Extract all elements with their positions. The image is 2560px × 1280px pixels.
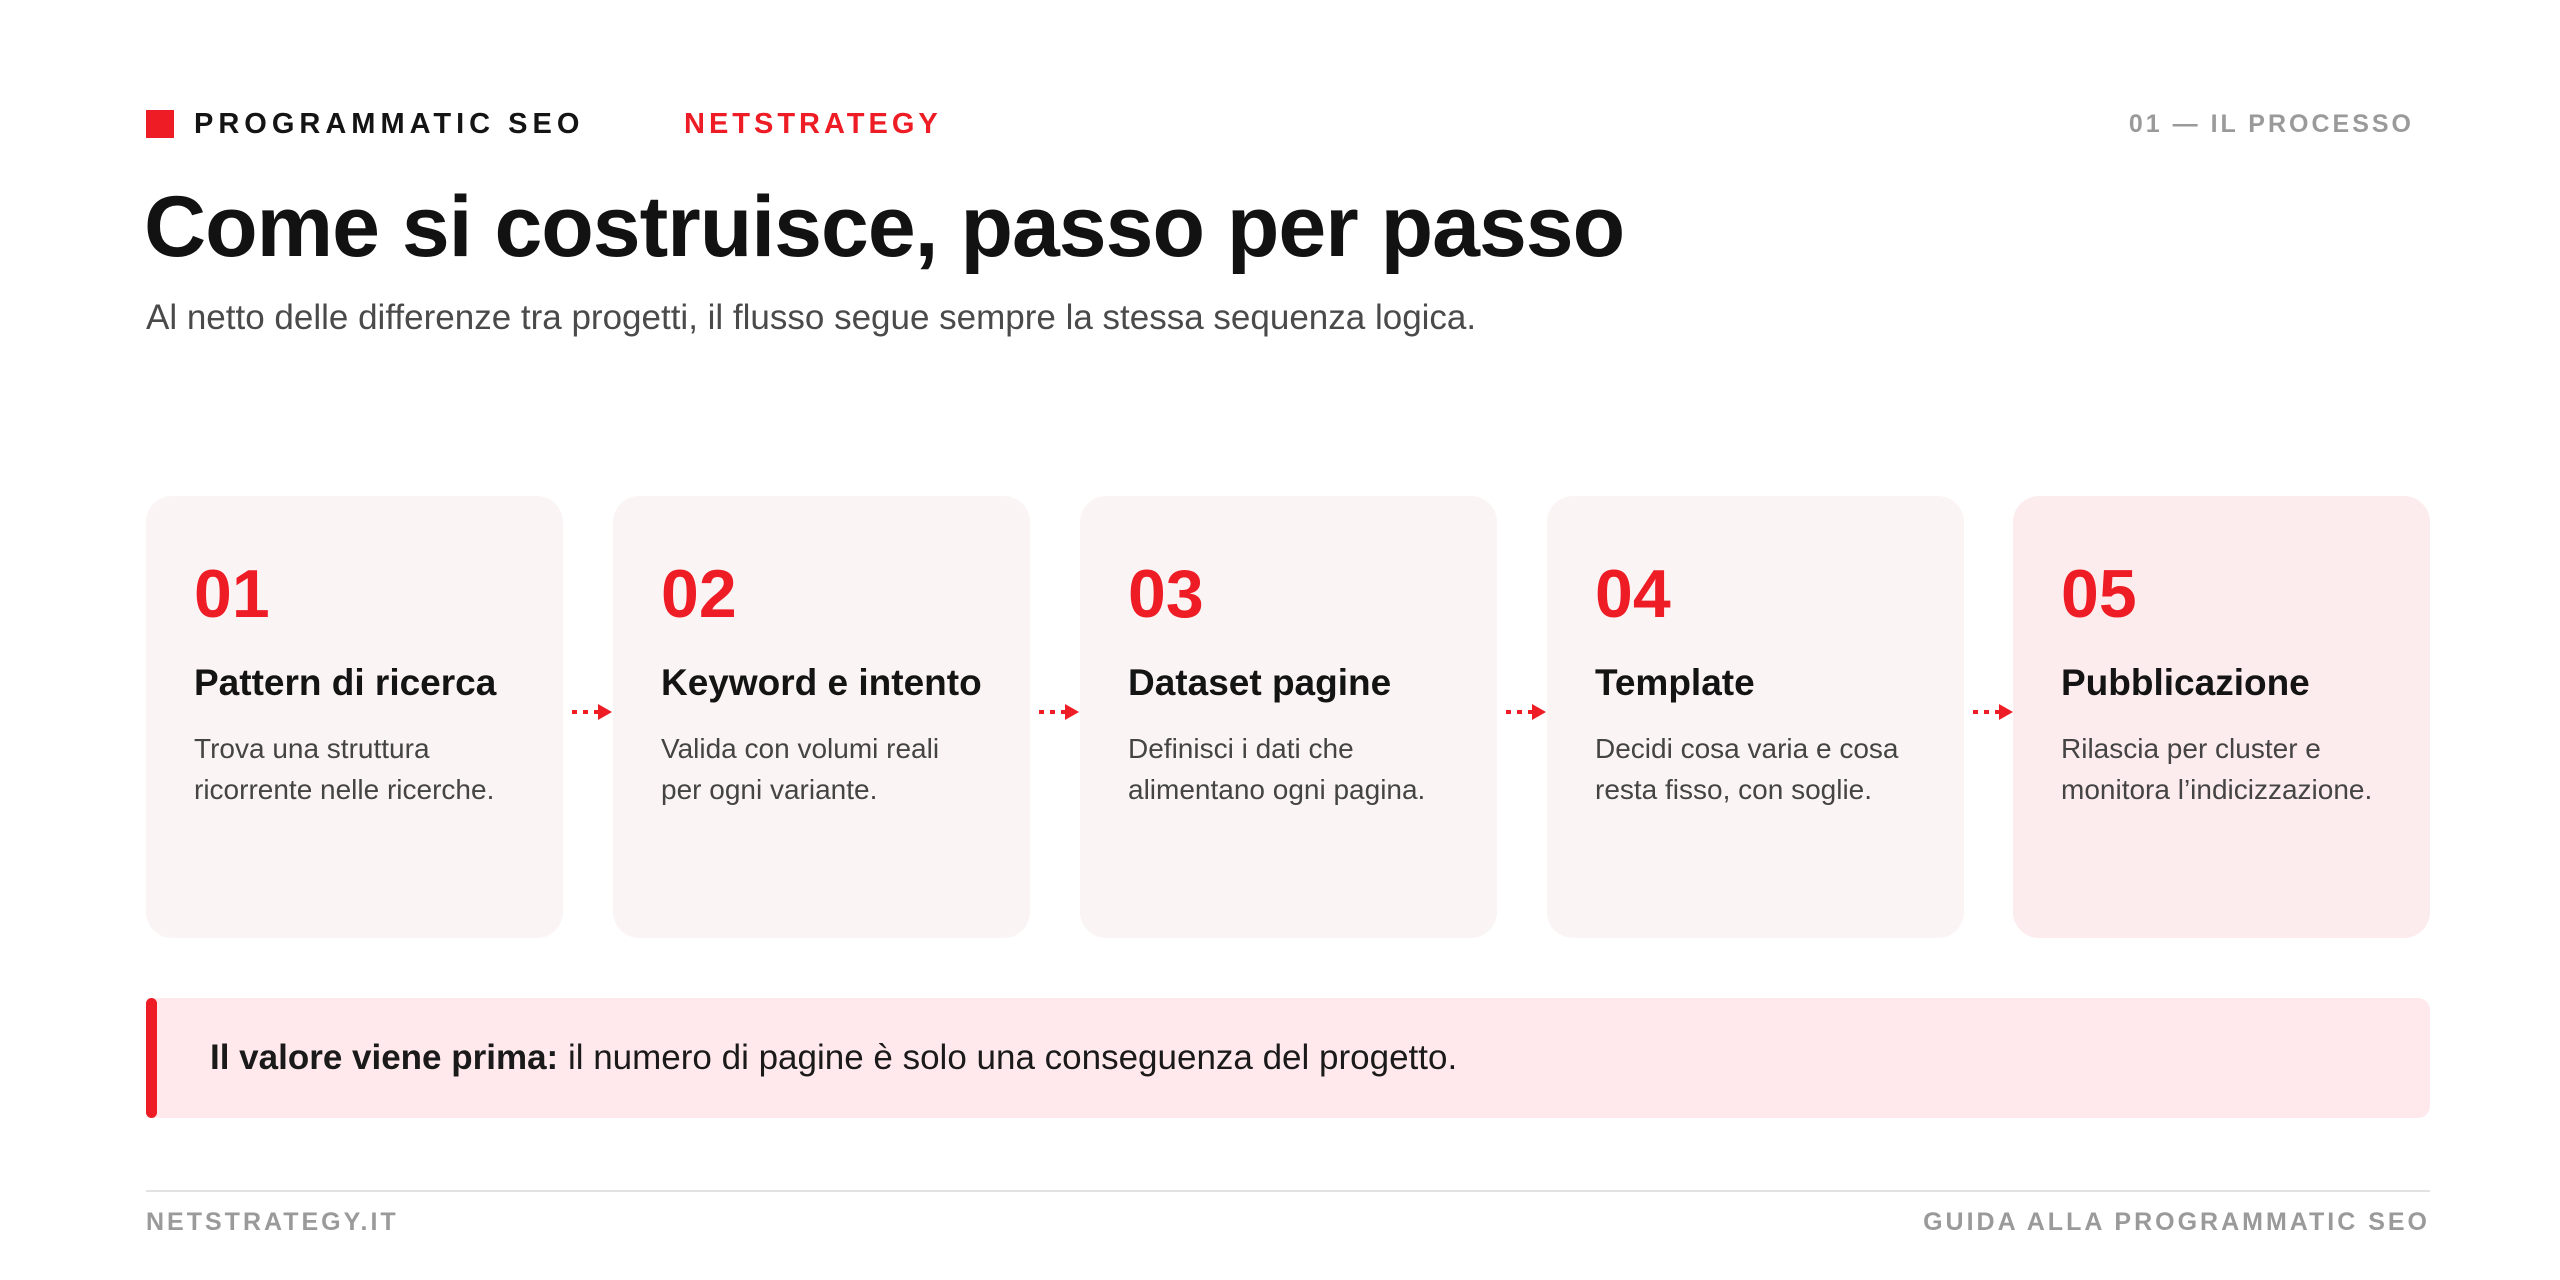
company-label: NETSTRATEGY: [684, 108, 942, 140]
step-title: Pubblicazione: [2061, 662, 2310, 703]
step-description-line: Trova una struttura: [194, 733, 430, 764]
dashed-arrow-right-icon: [1037, 700, 1081, 724]
step-card-2: [613, 496, 1030, 938]
step-title: Dataset pagine: [1128, 662, 1392, 703]
step-description-line: Decidi cosa varia e cosa: [1595, 733, 1899, 764]
step-description-line: monitora l’indicizzazione.: [2061, 774, 2373, 805]
step-number: 03: [1128, 556, 1204, 632]
footer-divider: [146, 1190, 2430, 1192]
step-description-line: ricorrente nelle ricerche.: [194, 774, 495, 805]
step-number: 04: [1595, 556, 1671, 632]
step-description-line: resta fisso, con soglie.: [1595, 774, 1873, 805]
step-number: 01: [194, 556, 270, 632]
page-title: Come si costruisce, passo per passo: [144, 179, 1625, 275]
step-card-4: [1547, 496, 1964, 938]
step-title: Template: [1595, 662, 1755, 703]
step-card-1: [146, 496, 563, 938]
footer-website: NETSTRATEGY.IT: [146, 1208, 399, 1236]
step-description-line: Definisci i dati che: [1128, 733, 1354, 764]
step-description-line: Valida con volumi reali: [661, 733, 940, 764]
process-steps: [146, 496, 2430, 938]
callout-box: [146, 998, 2430, 1118]
callout-text: [210, 1038, 1457, 1078]
step-description: [1128, 728, 1467, 810]
dashed-arrow-right-icon: [1504, 700, 1548, 724]
step-description: [2061, 728, 2400, 810]
dashed-arrow-right-icon: [1971, 700, 2015, 724]
callout-bold-text: Il valore viene prima:: [210, 1038, 559, 1077]
step-card-5: [2013, 496, 2430, 938]
callout-accent-bar: [146, 998, 157, 1118]
step-number: 05: [2061, 556, 2137, 632]
step-description: [661, 728, 1000, 810]
brand-label: PROGRAMMATIC SEO: [194, 108, 585, 140]
step-description-line: Rilascia per cluster e: [2061, 733, 2321, 764]
step-description: [194, 728, 533, 810]
brand-square-icon: [146, 110, 174, 138]
header: [146, 104, 2414, 144]
footer-guide-title: GUIDA ALLA PROGRAMMATIC SEO: [1923, 1208, 2430, 1236]
step-number: 02: [661, 556, 737, 632]
page-subtitle: Al netto delle differenze tra progetti, il flusso segue sempre la stessa sequenza logica.: [146, 298, 1477, 337]
step-card-3: [1080, 496, 1497, 938]
step-title: Pattern di ricerca: [194, 662, 497, 703]
section-label: 01 — IL PROCESSO: [2128, 110, 2414, 138]
callout-body-text: il numero di pagine è solo una conseguenza del progetto.: [558, 1038, 1458, 1077]
step-description-line: alimentano ogni pagina.: [1128, 774, 1426, 805]
dashed-arrow-right-icon: [570, 700, 614, 724]
step-description: [1595, 728, 1934, 810]
step-description-line: per ogni variante.: [661, 774, 878, 805]
step-title: Keyword e intento: [661, 662, 982, 703]
